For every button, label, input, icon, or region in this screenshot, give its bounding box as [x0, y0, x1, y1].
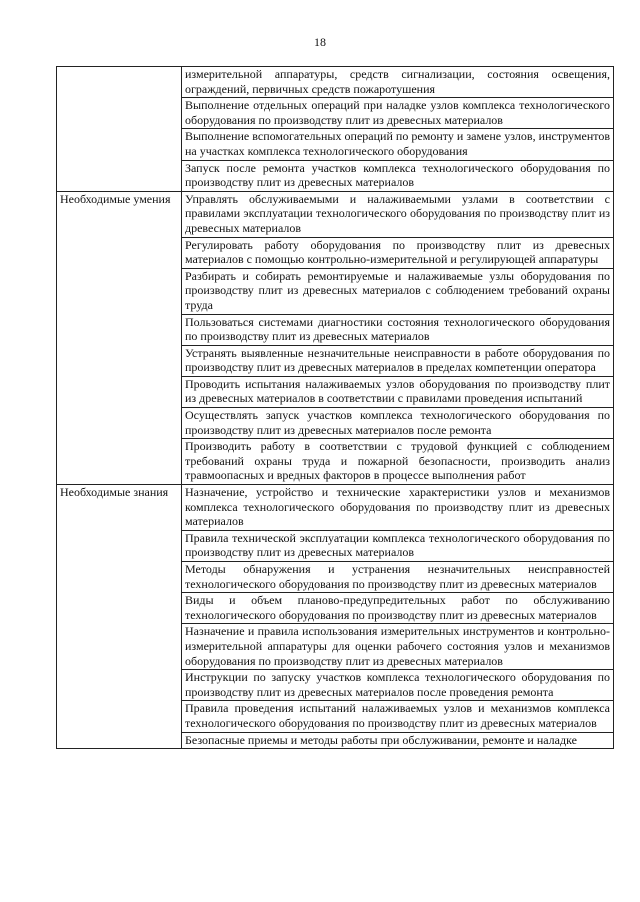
- section-label: Необходимые знания: [57, 485, 182, 749]
- table-body: [57, 67, 614, 749]
- table-cell: Проводить испытания налаживаемых узлов оборудования по производству плит из древесных материалов в соответствии с правилами проведения испытаний: [182, 376, 614, 407]
- table-row: [57, 191, 614, 237]
- table-cell: Назначение и правила использования измерительных инструментов и контрольно-измерительной аппаратуры для оценки рабочего состояния узлов и механизмов оборудования по производству плит из древесных материалов: [182, 624, 614, 670]
- table-cell: Назначение, устройство и технические характеристики узлов и механизмов комплекса технологического оборудования по производству плит из древесных материалов: [182, 485, 614, 531]
- table-cell: Правила проведения испытаний налаживаемых узлов и механизмов комплекса технологического оборудования по производству плит из древесных материалов: [182, 701, 614, 732]
- table-cell: Осуществлять запуск участков комплекса технологического оборудования по производству плит из древесных материалов после ремонта: [182, 408, 614, 439]
- table-cell: Виды и объем планово-предупредительных работ по обслуживанию технологического оборудования по производству плит из древесных материалов: [182, 593, 614, 624]
- table-cell: Методы обнаружения и устранения незначительных неисправностей технологического оборудования по производству плит из древесных материалов: [182, 562, 614, 593]
- table-cell: Выполнение отдельных операций при наладке узлов комплекса технологического оборудования по производству плит из древесных материалов: [182, 98, 614, 129]
- table-cell: Запуск после ремонта участков комплекса технологического оборудования по производству плит из древесных материалов: [182, 160, 614, 191]
- table-cell: Разбирать и собирать ремонтируемые и налаживаемые узлы оборудования по производству плит из древесных материалов с соблюдением требований охраны труда: [182, 268, 614, 314]
- table-cell: Безопасные приемы и методы работы при обслуживании, ремонте и наладке: [182, 732, 614, 749]
- table-cell: измерительной аппаратуры, средств сигнализации, состояния освещения, ограждений, первичных средств пожаротушения: [182, 67, 614, 98]
- competency-table: [56, 66, 614, 749]
- table-cell: Пользоваться системами диагностики состояния технологического оборудования по производству плит из древесных материалов: [182, 314, 614, 345]
- table-cell: Инструкции по запуску участков комплекса технологического оборудования по производству плит из древесных материалов после проведения ремонта: [182, 670, 614, 701]
- table-cell: Правила технической эксплуатации комплекса технологического оборудования по производству плит из древесных материалов: [182, 530, 614, 561]
- section-label: Необходимые умения: [57, 191, 182, 484]
- table-cell: Устранять выявленные незначительные неисправности в работе оборудования по производству плит из древесных материалов в пределах компетенции оператора: [182, 345, 614, 376]
- table-cell: Выполнение вспомогательных операций по ремонту и замене узлов, инструментов на участках комплекса технологического оборудования: [182, 129, 614, 160]
- table-cell: Производить работу в соответствии с трудовой функцией с соблюдением требований охраны труда и пожарной безопасности, производить анализ травмоопасных и вредных факторов в процессе выполнения работ: [182, 439, 614, 485]
- table-cell: Управлять обслуживаемыми и налаживаемыми узлами в соответствии с правилами эксплуатации технологического оборудования по производству плит из древесных материалов: [182, 191, 614, 237]
- section-label: [57, 67, 182, 192]
- table-row: [57, 485, 614, 531]
- page-number: 18: [314, 35, 326, 49]
- table-row: [57, 67, 614, 98]
- table-cell: Регулировать работу оборудования по производству плит из древесных материалов с помощью контрольно-измерительной и регулирующей аппаратуры: [182, 237, 614, 268]
